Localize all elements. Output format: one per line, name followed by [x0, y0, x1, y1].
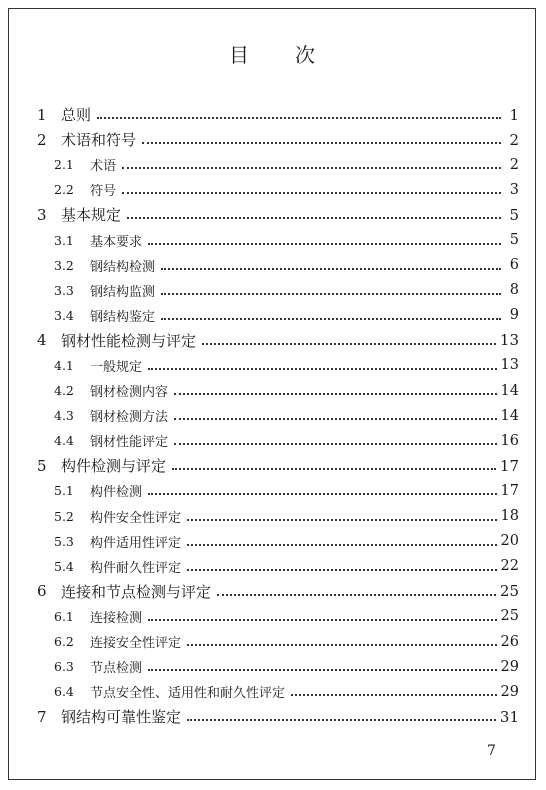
toc-entry-number: 3.3 [54, 282, 74, 298]
dot-leader [187, 518, 497, 521]
toc-entry-page: 6 [509, 257, 519, 274]
toc-section-entry[interactable] [37, 428, 519, 453]
toc-entry-title: 连接安全性评定 [90, 636, 182, 652]
dot-leader [174, 417, 497, 420]
toc-entry-page: 25 [499, 582, 519, 601]
document-page [8, 8, 536, 780]
toc-entry-number: 4.4 [54, 433, 74, 449]
toc-entry-page: 8 [509, 282, 519, 299]
toc-entry-title: 构件适用性评定 [90, 535, 182, 551]
dot-leader [174, 392, 497, 395]
toc-entry-title: 节点安全性、适用性和耐久性评定 [90, 686, 286, 702]
dot-leader [187, 543, 497, 546]
toc-entry-number: 2.2 [54, 182, 74, 198]
title-char-2: 次 [295, 43, 315, 67]
toc-entry-number: 4 [37, 331, 47, 350]
toc-entry-title: 钢结构可靠性鉴定 [61, 708, 182, 727]
toc-entry-title: 一般规定 [90, 359, 143, 375]
toc-entry-title: 总则 [61, 106, 92, 125]
toc-entry-number: 6.4 [54, 684, 74, 700]
toc-entry-number: 6.2 [54, 634, 74, 650]
toc-entry-page: 13 [500, 357, 519, 374]
toc-section-entry[interactable] [37, 227, 519, 252]
dot-leader [187, 568, 497, 571]
toc-entry-page: 5 [509, 232, 519, 249]
toc-entry-page: 13 [499, 331, 519, 350]
toc-chapter-entry[interactable] [37, 579, 519, 604]
toc-entry-page: 22 [500, 558, 519, 575]
toc-section-entry[interactable] [37, 654, 519, 679]
dot-leader [127, 216, 501, 219]
title-char-1: 目 [229, 43, 249, 67]
toc-entry-page: 29 [500, 658, 519, 675]
toc-entry-page: 18 [500, 508, 519, 525]
toc-entry-page: 29 [500, 683, 519, 700]
dot-leader [97, 116, 501, 119]
toc-entry-title: 连接检测 [90, 610, 143, 626]
toc-chapter-entry[interactable] [37, 102, 519, 127]
dot-leader [148, 618, 497, 621]
toc-entry-number: 3.1 [54, 232, 74, 248]
dot-leader [148, 367, 497, 370]
toc-entry-title: 钢结构监测 [90, 284, 156, 300]
toc-entry-number: 5.3 [54, 533, 74, 549]
toc-entry-title: 钢结构检测 [90, 259, 156, 275]
toc-section-entry[interactable] [37, 353, 519, 378]
toc-entry-number: 2 [37, 130, 47, 149]
toc-entry-title: 钢结构鉴定 [90, 309, 156, 325]
toc-entry-title: 构件检测与评定 [61, 457, 167, 476]
page-number: 7 [487, 743, 496, 759]
toc-entry-title: 钢材性能检测与评定 [61, 331, 197, 350]
toc-entry-number: 5 [37, 456, 47, 475]
toc-entry-page: 2 [509, 130, 519, 149]
toc-section-entry[interactable] [37, 604, 519, 629]
toc-entry-title: 连接和节点检测与评定 [61, 582, 212, 601]
page-title [9, 39, 535, 68]
toc-entry-number: 7 [37, 707, 47, 726]
toc-entry-number: 4.1 [54, 357, 74, 373]
table-of-contents [37, 102, 519, 729]
toc-entry-number: 4.2 [54, 383, 74, 399]
dot-leader [148, 492, 497, 495]
toc-entry-page: 17 [500, 482, 519, 499]
toc-entry-number: 3 [37, 205, 47, 224]
toc-entry-page: 26 [500, 633, 519, 650]
toc-entry-number: 2.1 [54, 157, 74, 173]
dot-leader [202, 342, 496, 345]
toc-entry-title: 构件安全性评定 [90, 510, 182, 526]
toc-section-entry[interactable] [37, 278, 519, 303]
toc-entry-number: 5.4 [54, 558, 74, 574]
toc-entry-page: 3 [509, 181, 519, 198]
toc-entry-number: 3.4 [54, 307, 74, 323]
toc-entry-page: 9 [509, 307, 519, 324]
toc-entry-number: 3.2 [54, 257, 74, 273]
toc-section-entry[interactable] [37, 303, 519, 328]
toc-entry-page: 1 [509, 105, 519, 124]
dot-leader [172, 467, 496, 470]
toc-section-entry[interactable] [37, 403, 519, 428]
toc-entry-title: 术语和符号 [61, 131, 137, 150]
dot-leader [217, 593, 496, 596]
toc-section-entry[interactable] [37, 529, 519, 554]
toc-entry-title: 术语 [90, 159, 117, 175]
toc-section-entry[interactable] [37, 378, 519, 403]
toc-entry-page: 14 [500, 407, 519, 424]
dot-leader [161, 317, 501, 320]
dot-leader [148, 242, 501, 245]
toc-chapter-entry[interactable] [37, 127, 519, 152]
toc-chapter-entry[interactable] [37, 453, 519, 478]
toc-entry-title: 构件耐久性评定 [90, 560, 182, 576]
toc-section-entry[interactable] [37, 177, 519, 202]
toc-entry-page: 25 [500, 608, 519, 625]
toc-entry-title: 钢材性能评定 [90, 435, 169, 451]
toc-entry-number: 5.1 [54, 483, 74, 499]
dot-leader [142, 141, 501, 144]
toc-section-entry[interactable] [37, 478, 519, 503]
toc-chapter-entry[interactable] [37, 202, 519, 227]
dot-leader [122, 191, 501, 194]
toc-entry-title: 构件检测 [90, 485, 143, 501]
toc-entry-title: 基本规定 [61, 206, 122, 225]
toc-entry-page: 2 [509, 156, 519, 173]
toc-entry-page: 17 [499, 456, 519, 475]
toc-section-entry[interactable] [37, 152, 519, 177]
dot-leader [187, 718, 496, 721]
dot-leader [291, 693, 497, 696]
toc-entry-title: 基本要求 [90, 234, 143, 250]
toc-section-entry[interactable] [37, 679, 519, 704]
toc-entry-page: 16 [500, 432, 519, 449]
toc-entry-page: 5 [509, 205, 519, 224]
toc-section-entry[interactable] [37, 554, 519, 579]
toc-chapter-entry[interactable] [37, 704, 519, 729]
toc-entry-page: 14 [500, 382, 519, 399]
toc-section-entry[interactable] [37, 504, 519, 529]
toc-entry-title: 节点检测 [90, 661, 143, 677]
toc-entry-page: 31 [499, 707, 519, 726]
toc-chapter-entry[interactable] [37, 328, 519, 353]
dot-leader [122, 166, 501, 169]
toc-entry-title: 符号 [90, 184, 117, 200]
toc-entry-title: 钢材检测方法 [90, 410, 169, 426]
toc-entry-number: 6 [37, 582, 47, 601]
dot-leader [148, 668, 497, 671]
toc-section-entry[interactable] [37, 629, 519, 654]
toc-entry-number: 6.1 [54, 608, 74, 624]
dot-leader [161, 267, 501, 270]
dot-leader [174, 442, 497, 445]
toc-entry-number: 5.2 [54, 508, 74, 524]
toc-entry-page: 20 [500, 533, 519, 550]
dot-leader [161, 292, 501, 295]
toc-entry-number: 4.3 [54, 408, 74, 424]
toc-section-entry[interactable] [37, 253, 519, 278]
toc-entry-number: 1 [37, 105, 47, 124]
dot-leader [187, 643, 497, 646]
toc-entry-title: 钢材检测内容 [90, 385, 169, 401]
toc-entry-number: 6.3 [54, 659, 74, 675]
